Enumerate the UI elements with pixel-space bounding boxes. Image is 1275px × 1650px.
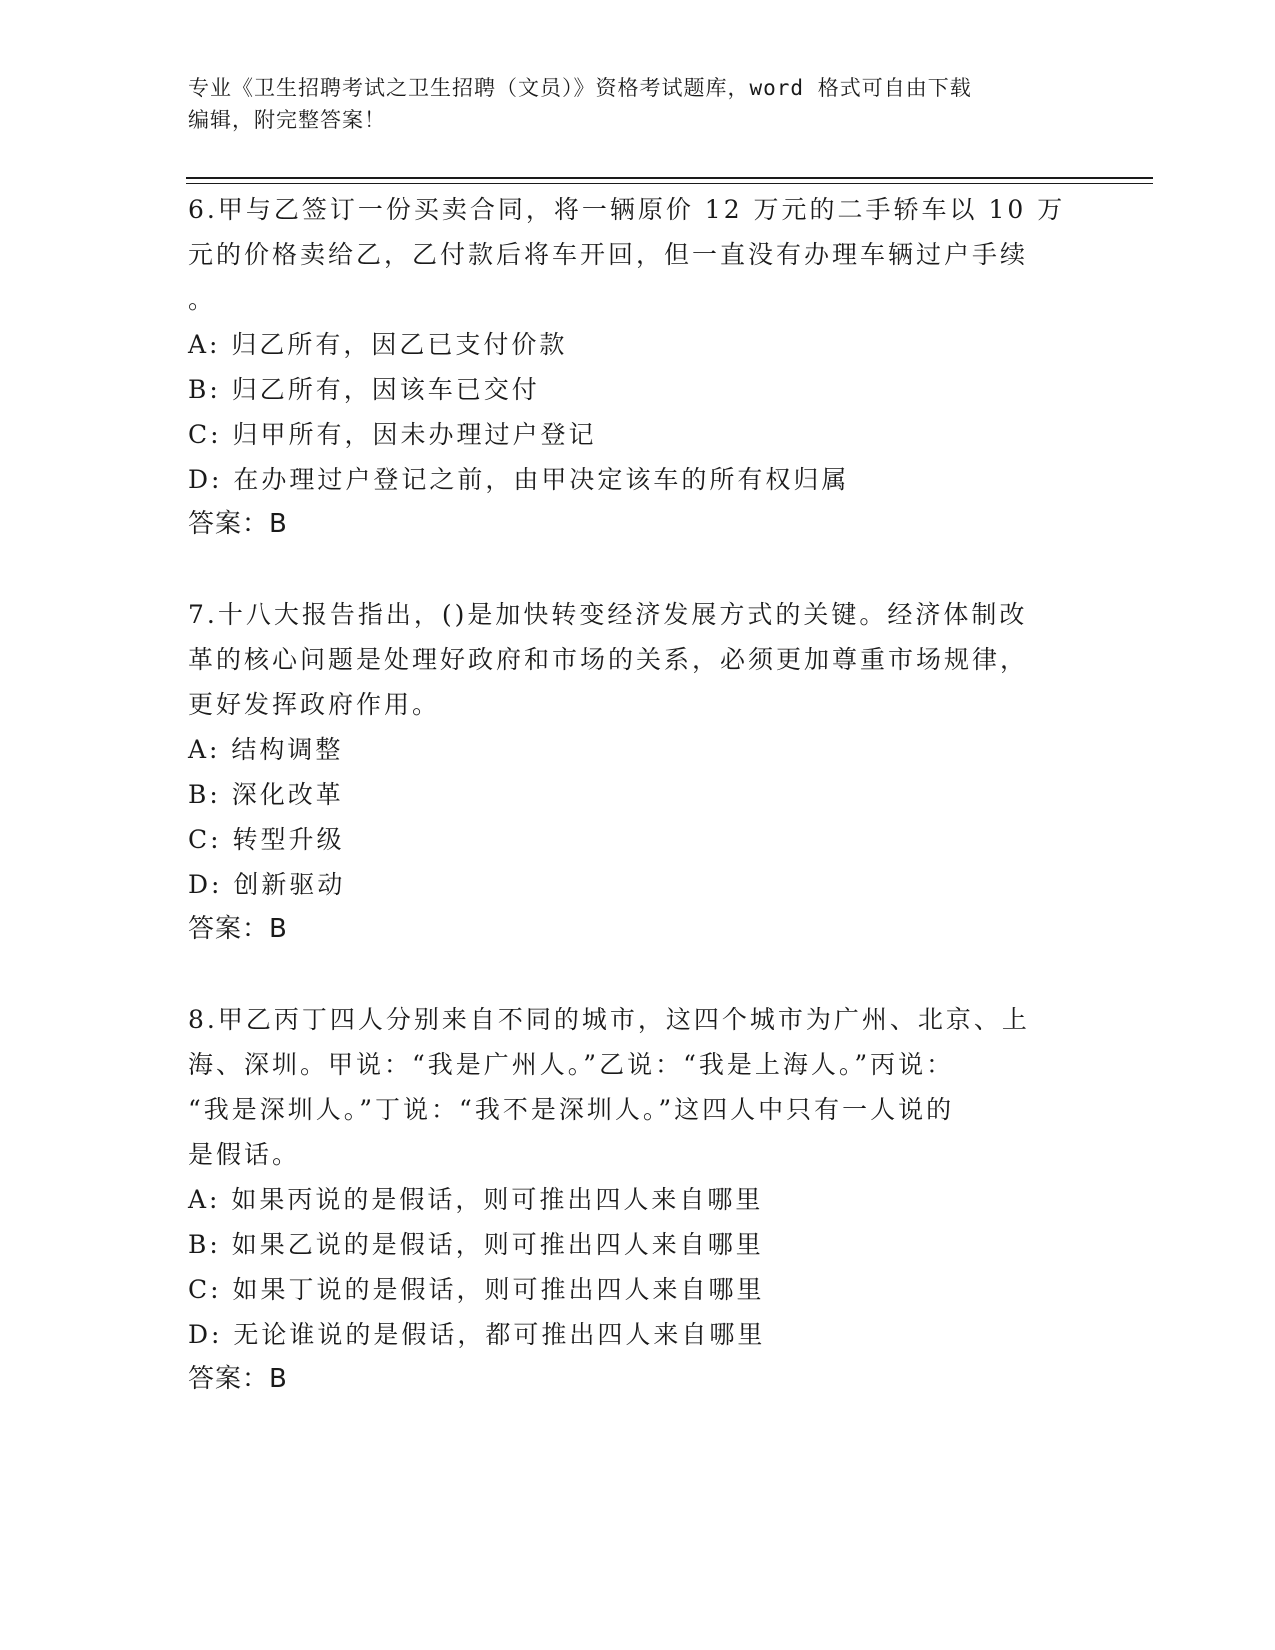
question-6 [188,187,1068,547]
question-stem-line: 元的价格卖给乙，乙付款后将车开回，但一直没有办理车辆过户手续 [188,240,1029,269]
option-a: A: 结构调整 [188,735,344,764]
option-d: D: 在办理过户登记之前，由甲决定该车的所有权归属 [188,465,850,494]
answer-line: 答案：B [188,509,288,539]
header-line-2: 编辑，附完整答案！ [188,108,386,132]
question-stem-line: “我是深圳人。”丁说：“我不是深圳人。”这四人中只有一人说的 [188,1095,955,1124]
option-b: B: 归乙所有，因该车已交付 [188,375,540,404]
option-b: B: 深化改革 [188,780,344,809]
question-stem-line: 海、深圳。甲说：“我是广州人。”乙说：“我是上海人。”丙说： [188,1050,955,1079]
question-7 [188,592,1068,952]
answer-line: 答案：B [188,1364,288,1394]
answer-line: 答案：B [188,914,288,944]
question-8 [188,997,1068,1402]
header-divider-thick [186,177,1153,179]
question-stem-line: 6.甲与乙签订一份买卖合同，将一辆原价 12 万元的二手轿车以 10 万 [188,195,1066,224]
option-d: D: 创新驱动 [188,870,346,899]
header-line-1: 专业《卫生招聘考试之卫生招聘（文员）》资格考试题库，word 格式可自由下载 [188,76,972,100]
question-stem-line: 7.十八大报告指出，()是加快转变经济发展方式的关键。经济体制改 [188,600,1028,629]
question-stem-line: 。 [188,285,217,314]
option-b: B: 如果乙说的是假话，则可推出四人来自哪里 [188,1230,764,1259]
option-a: A: 如果丙说的是假话，则可推出四人来自哪里 [188,1185,764,1214]
question-stem-line: 8.甲乙丙丁四人分别来自不同的城市，这四个城市为广州、北京、上 [188,1005,1030,1034]
question-stem-line: 革的核心问题是处理好政府和市场的关系，必须更加尊重市场规律， [188,645,1029,674]
question-stem-line: 是假话。 [188,1140,301,1169]
option-c: C: 如果丁说的是假话，则可推出四人来自哪里 [188,1275,765,1304]
option-d: D: 无论谁说的是假话，都可推出四人来自哪里 [188,1320,766,1349]
option-a: A: 归乙所有，因乙已支付价款 [188,330,568,359]
question-stem-line: 更好发挥政府作用。 [188,690,441,719]
option-c: C: 归甲所有，因未办理过户登记 [188,420,597,449]
document-header [188,72,1068,136]
option-c: C: 转型升级 [188,825,345,854]
header-divider-thin [186,183,1153,184]
